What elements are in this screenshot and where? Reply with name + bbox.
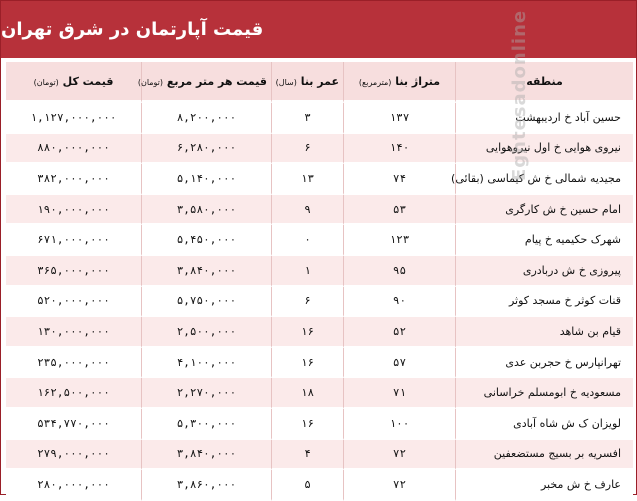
cell-total: ۳۸۲,۰۰۰,۰۰۰ bbox=[6, 164, 141, 195]
cell-price-per-m2: ۵,۴۵۰,۰۰۰ bbox=[141, 225, 271, 256]
cell-total: ۶۷۱,۰۰۰,۰۰۰ bbox=[6, 225, 141, 256]
cell-size: ۷۲ bbox=[343, 470, 455, 501]
cell-size: ۷۴ bbox=[343, 164, 455, 195]
cell-area: مسعودیه خ ابومسلم خراسانی bbox=[455, 378, 633, 409]
cell-size: ۵۷ bbox=[343, 348, 455, 379]
cell-total: ۲۸۰,۰۰۰,۰۰۰ bbox=[6, 470, 141, 501]
table-row bbox=[6, 134, 633, 165]
table-body bbox=[6, 103, 633, 501]
col-header-age: عمر بنا (سال) bbox=[271, 62, 343, 103]
table-row bbox=[6, 348, 633, 379]
table-row bbox=[6, 164, 633, 195]
table-header-row bbox=[6, 62, 633, 103]
cell-total: ۸۸۰,۰۰۰,۰۰۰ bbox=[6, 134, 141, 165]
cell-size: ۱۴۰ bbox=[343, 134, 455, 165]
col-unit-age: (سال) bbox=[275, 77, 297, 87]
cell-total: ۱۳۰,۰۰۰,۰۰۰ bbox=[6, 317, 141, 348]
cell-size: ۵۲ bbox=[343, 317, 455, 348]
cell-price-per-m2: ۴,۱۰۰,۰۰۰ bbox=[141, 348, 271, 379]
cell-price-per-m2: ۸,۲۰۰,۰۰۰ bbox=[141, 103, 271, 134]
col-header-size: متراژ بنا (مترمربع) bbox=[343, 62, 455, 103]
table-row bbox=[6, 287, 633, 318]
cell-age: ۰ bbox=[271, 225, 343, 256]
cell-age: ۱۸ bbox=[271, 378, 343, 409]
table-row bbox=[6, 440, 633, 471]
table-row bbox=[6, 409, 633, 440]
cell-age: ۱۳ bbox=[271, 164, 343, 195]
cell-price-per-m2: ۲,۵۰۰,۰۰۰ bbox=[141, 317, 271, 348]
cell-total: ۱,۱۲۷,۰۰۰,۰۰۰ bbox=[6, 103, 141, 134]
table-row bbox=[6, 225, 633, 256]
cell-area: نیروی هوایی خ اول نیروهوایی bbox=[455, 134, 633, 165]
cell-area: امام حسین خ ش کارگری bbox=[455, 195, 633, 226]
col-unit-total: (تومان) bbox=[33, 77, 59, 87]
title-bar bbox=[1, 1, 636, 58]
cell-size: ۱۲۳ bbox=[343, 225, 455, 256]
cell-total: ۲۷۹,۰۰۰,۰۰۰ bbox=[6, 440, 141, 471]
table-row bbox=[6, 103, 633, 134]
col-header-area: منطقه bbox=[455, 62, 633, 103]
cell-size: ۷۱ bbox=[343, 378, 455, 409]
cell-price-per-m2: ۳,۸۴۰,۰۰۰ bbox=[141, 440, 271, 471]
cell-price-per-m2: ۶,۲۸۰,۰۰۰ bbox=[141, 134, 271, 165]
cell-area: مجیدیه شمالی خ ش کیماسی (بقائی) bbox=[455, 164, 633, 195]
cell-price-per-m2: ۵,۳۰۰,۰۰۰ bbox=[141, 409, 271, 440]
col-unit-size: (مترمربع) bbox=[358, 77, 392, 87]
cell-area: پیروزی خ ش دربادری bbox=[455, 256, 633, 287]
cell-total: ۱۹۰,۰۰۰,۰۰۰ bbox=[6, 195, 141, 226]
price-table bbox=[6, 62, 633, 501]
cell-age: ۱ bbox=[271, 256, 343, 287]
cell-area: عارف خ ش مخبر bbox=[455, 470, 633, 501]
col-unit-price-per-m2: (تومان) bbox=[137, 77, 164, 87]
cell-total: ۳۶۵,۰۰۰,۰۰۰ bbox=[6, 256, 141, 287]
cell-area: لویزان ک ش شاه آبادی bbox=[455, 409, 633, 440]
cell-age: ۵ bbox=[271, 470, 343, 501]
cell-price-per-m2: ۳,۵۸۰,۰۰۰ bbox=[141, 195, 271, 226]
cell-total: ۵۲۰,۰۰۰,۰۰۰ bbox=[6, 287, 141, 318]
watermark: Eghtesadonline bbox=[509, 9, 530, 181]
col-header-price-per-m2: قیمت هر متر مربع (تومان) bbox=[141, 62, 271, 103]
table-row bbox=[6, 317, 633, 348]
cell-price-per-m2: ۵,۷۵۰,۰۰۰ bbox=[141, 287, 271, 318]
cell-total: ۲۳۵,۰۰۰,۰۰۰ bbox=[6, 348, 141, 379]
cell-age: ۶ bbox=[271, 287, 343, 318]
cell-size: ۹۰ bbox=[343, 287, 455, 318]
cell-age: ۶ bbox=[271, 134, 343, 165]
page-title: قیمت آپارتمان در شرق تهران bbox=[1, 19, 264, 40]
cell-total: ۱۶۲,۵۰۰,۰۰۰ bbox=[6, 378, 141, 409]
cell-size: ۹۵ bbox=[343, 256, 455, 287]
table-row bbox=[6, 378, 633, 409]
cell-area: تهرانپارس خ حجربن عدی bbox=[455, 348, 633, 379]
cell-price-per-m2: ۲,۲۷۰,۰۰۰ bbox=[141, 378, 271, 409]
cell-price-per-m2: ۳,۸۴۰,۰۰۰ bbox=[141, 256, 271, 287]
col-header-total: قیمت کل (تومان) bbox=[6, 62, 141, 103]
cell-area: حسین آباد خ اردیبهشت bbox=[455, 103, 633, 134]
table-row bbox=[6, 195, 633, 226]
cell-area: قنات کوثر خ مسجد کوثر bbox=[455, 287, 633, 318]
cell-size: ۱۳۷ bbox=[343, 103, 455, 134]
cell-area: شهرک حکیمیه خ پیام bbox=[455, 225, 633, 256]
cell-price-per-m2: ۵,۱۴۰,۰۰۰ bbox=[141, 164, 271, 195]
cell-size: ۵۳ bbox=[343, 195, 455, 226]
cell-size: ۷۲ bbox=[343, 440, 455, 471]
table-row bbox=[6, 256, 633, 287]
cell-age: ۳ bbox=[271, 103, 343, 134]
cell-age: ۱۶ bbox=[271, 409, 343, 440]
cell-total: ۵۳۴,۷۷۰,۰۰۰ bbox=[6, 409, 141, 440]
cell-area: قیام بن شاهد bbox=[455, 317, 633, 348]
cell-age: ۴ bbox=[271, 440, 343, 471]
cell-age: ۱۶ bbox=[271, 348, 343, 379]
cell-price-per-m2: ۳,۸۶۰,۰۰۰ bbox=[141, 470, 271, 501]
cell-age: ۱۶ bbox=[271, 317, 343, 348]
cell-size: ۱۰۰ bbox=[343, 409, 455, 440]
cell-age: ۹ bbox=[271, 195, 343, 226]
table-row bbox=[6, 470, 633, 501]
cell-area: افسریه بر بسیج مستضعفین bbox=[455, 440, 633, 471]
